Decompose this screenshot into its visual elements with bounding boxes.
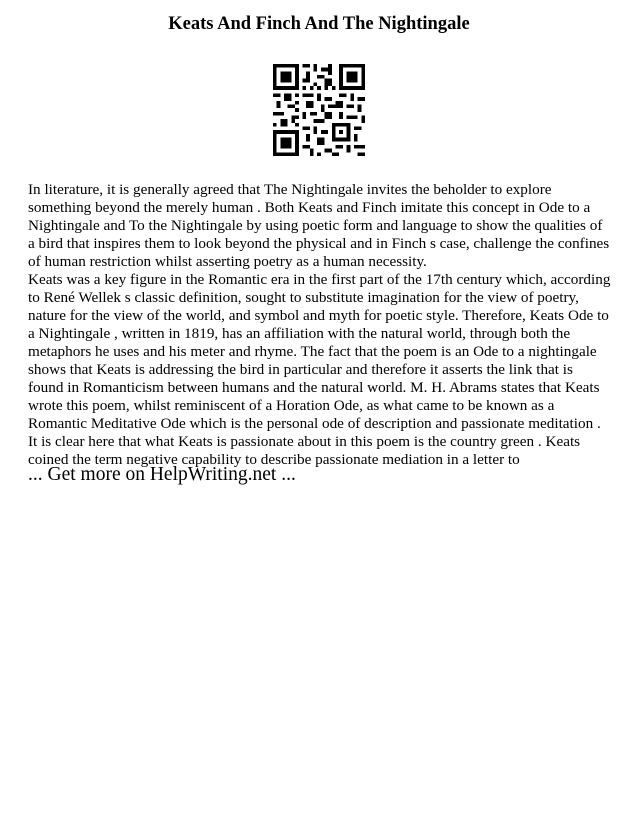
paragraph: In literature, it is generally agreed that The Nightingale invites the beholder to explore something beyond the merely human . Both Keats and Finch imitate this concept in Ode to a Nightingale and To the Nightingale by using poetic form and language to show the qualities of a bird that inspires them to look beyond the physical and in Finch s case, challenge the confines of human restriction whilst asserting poetry as a human necessity. (28, 181, 610, 270)
paragraph: Keats was a key figure in the Romantic era in the first part of the 17th century which, according to René Wellek s classic definition, sought to substitute imagination for the view of poetry, nature for the view of the world, and symbol and myth for poetic style. Therefore, Keats Ode to a Nightingale , written in 1819, has an affiliation with the natural world, through both the metaphors he uses and his meter and rhyme. The fact that the poem is an Ode to a nightingale shows that Keats is addressing the bird in particular and therefore it asserts the link that is found in Romanticism between humans and the natural world. M. H. Abrams states that Keats wrote this poem, whilst reminiscent of a Horation Ode, as what came to be known as a Romantic Meditative Ode which is the personal ode of description and passionate meditation . It is clear here that what Keats is passionate about in this poem is the country green . Keats coined the term negative capability to describe passionate mediation in a letter to (28, 271, 611, 468)
document-body (28, 181, 612, 469)
get-more-link[interactable]: ... Get more on HelpWriting.net ... (28, 464, 296, 485)
qr-code-icon (273, 64, 365, 156)
document-title: Keats And Finch And The Nightingale (168, 14, 470, 34)
